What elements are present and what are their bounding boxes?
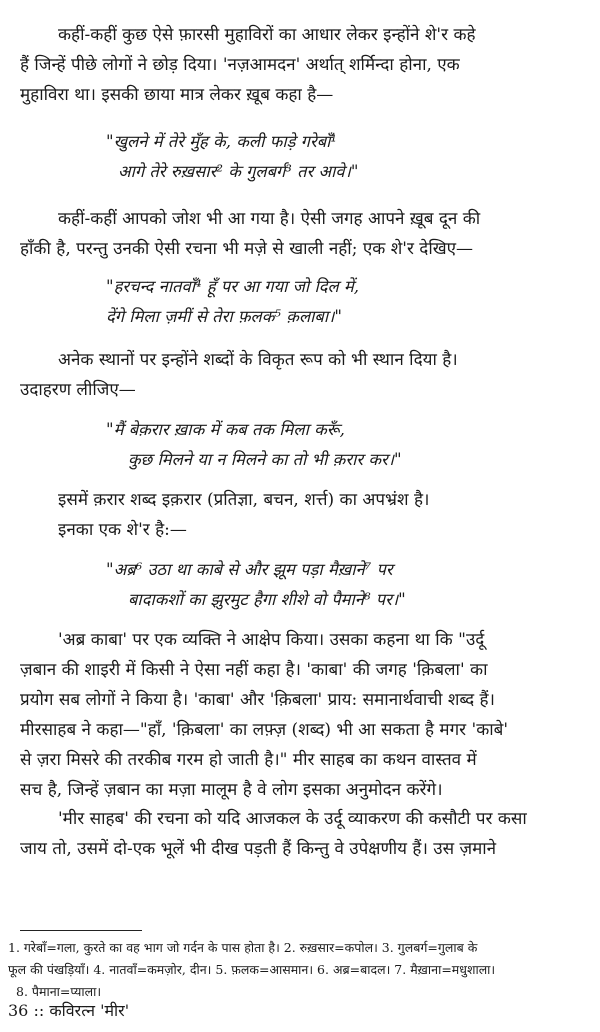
verse-line: "मैं बेक़रार ख़ाक में कब तक मिला करूँ, [106,420,345,439]
text-line: कहीं-कहीं आपको जोश भी आ गया है। ऐसी जगह आपने ख़ूब दून की [58,209,481,229]
verse-line: आगे तेरे रुख़सार² के गुलबर्ग³ तर आवे।" [118,162,359,181]
text-line: ज़बान की शाइरी में किसी ने ऐसा नहीं कहा है। 'काबा' की जगह 'क़िबला' का [20,660,488,680]
text-line: मुहाविरा था। इसकी छाया मात्र लेकर ख़ूब कहा है— [20,85,334,105]
verse-1 [0,127,358,187]
text-line: उदाहरण लीजिए— [20,380,136,400]
footnote-divider [20,930,142,931]
paragraph-6 [20,804,586,864]
paragraph-5 [20,625,586,805]
text-line: इसमें क़रार शब्द इक़रार (प्रतिज्ञा, बचन, शर्त्त) का अपभ्रंश है। [58,490,430,510]
page-number: 36 [8,1001,29,1020]
footnote-line: फूल की पंखड़ियाँ। 4. नातवाँ=कमज़ोर, दीन। 5. फ़लक=आसमान। 6. अब्र=बादल। 7. मैख़ाना=मधुशाला। [8,962,496,977]
text-line: जाय तो, उसमें दो-एक भूलें भी दीख पड़ती हैं किन्तु वे उपेक्षणीय हैं। उस ज़माने [20,839,497,859]
text-line: से ज़रा मिसरे की तरकीब गरम हो जाती है।" मीर साहब का कथन वास्तव में [20,750,477,770]
paragraph-4 [20,485,586,545]
verse-line: "हरचन्द नातवाँ⁴ हूँ पर आ गया जो दिल में, [106,277,360,296]
verse-2 [0,272,359,332]
paragraph-2 [20,204,586,264]
paragraph-3 [20,345,586,405]
text-line: प्रयोग सब लोगों ने किया है। 'काबा' और 'क़िबला' प्राय: समानार्थवाची शब्द हैं। [20,690,495,710]
verse-line: देंगे मिला ज़मीं से तेरा फ़लक⁵ क़लाबा।" [106,307,342,326]
text-line: हाँकी है, परन्तु उनकी ऐसी रचना भी मज़े से खाली नहीं; एक शे'र देखिए— [20,239,474,259]
text-line: 'मीर साहब' की रचना को यदि आजकल के उर्दू व्याकरण की कसौटी पर कसा [58,809,527,829]
text-line: इनका एक शे'र है:— [58,520,187,540]
text-line: हैं जिन्हें पीछे लोगों ने छोड़ दिया। 'नज़आमदन' अर्थात् शर्मिन्दा होना, एक [20,55,460,75]
paragraph-1 [20,20,586,110]
text-line: अनेक स्थानों पर इन्होंने शब्दों के विकृत रूप को भी स्थान दिया है। [58,350,458,370]
verse-line: बादाकशों का झुरमुट हैगा शीशे वो पैमाने⁸ पर।" [128,590,406,609]
verse-3 [0,415,402,475]
running-title: :: कविरत्न 'मीर' [33,1001,130,1020]
text-line: कहीं-कहीं कुछ ऐसे फ़ारसी मुहाविरों का आधार लेकर इन्होंने शे'र कहे [58,25,476,45]
text-line: 'अब्र काबा' पर एक व्यक्ति ने आक्षेप किया। उसका कहना था कि "उर्दू [58,630,485,650]
verse-4 [0,555,406,615]
verse-line: "खुलने में तेरे मुँह के, कली फाड़े गरेबाँ¹ [106,132,338,151]
footnote-line: 8. पैमाना=प्याला। [16,984,102,999]
verse-line: "अब्र⁶ उठा था काबे से और झूम पड़ा मैख़ाने⁷ पर [106,560,393,579]
verse-line: कुछ मिलने या न मिलने का तो भी क़रार कर।" [128,450,402,469]
footnotes [8,937,592,1003]
page-footer [8,996,129,1026]
text-line: सच है, जिन्हें ज़बान का मज़ा मालूम है वे लोग इसका अनुमोदन करेंगे। [20,780,443,800]
text-line: मीरसाहब ने कहा—"हाँ, 'क़िबला' का लफ़्ज़ (शब्द) भी आ सकता है मगर 'काबे' [20,720,509,740]
footnote-line: 1. गरेबाँ=गला, कुरते का वह भाग जो गर्दन के पास होता है। 2. रुख़सार=कपोल। 3. गुलबर्ग=गुलाब के [8,940,478,955]
